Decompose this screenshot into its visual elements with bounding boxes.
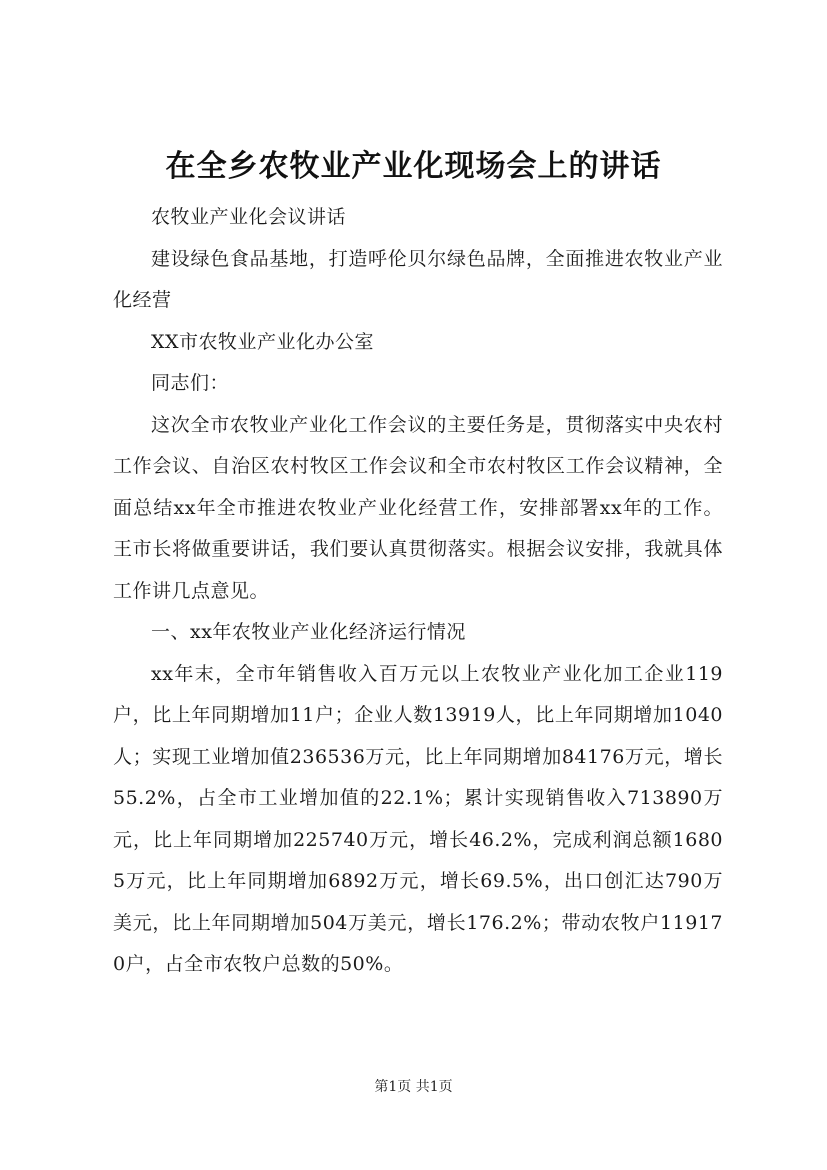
paragraph-headline: 建设绿色食品基地，打造呼伦贝尔绿色品牌，全面推进农牧业产业化经营 — [113, 247, 723, 311]
section-heading: 一、xx年农牧业产业化经济运行情况 — [151, 621, 466, 643]
paragraph-statistics: xx年末，全市年销售收入百万元以上农牧业产业化加工企业119户，比上年同期增加11户；企业人数13919人，比上年同期增加1040人；实现工业增加值236536万元，比上年同期增加84176万元，增长55.2%，占全市工业增加值的22.1%；累计实现销售收入713890万元，比上年同期增加225740万元，增长46.2%，完成利润总额16805万元，比上年同期增加6892万元，增长69.5%，出口创汇达790万美元，比上年同期增加504万美元，增长176.2%；带动农牧户119170户，占全市农牧户总数的50%。 — [113, 662, 723, 975]
paragraph-intro: 这次全市农牧业产业化工作会议的主要任务是，贯彻落实中央农村工作会议、自治区农村牧区工作会议和全市农村牧区工作会议精神，全面总结xx年全市推进农牧业产业化经营工作，安排部署xx年的工作。王市长将做重要讲话，我们要认真贯彻落实。根据会议安排，我就具体工作讲几点意见。 — [113, 413, 723, 602]
document-body — [113, 197, 723, 986]
paragraph-office: XX市农牧业产业化办公室 — [151, 330, 375, 353]
paragraph-salutation: 同志们： — [151, 372, 230, 394]
page-footer: 第1页 共1页 — [374, 1079, 453, 1095]
paragraph-subtitle: 农牧业产业化会议讲话 — [151, 206, 347, 228]
document-title: 在全乡农牧业产业化现场会上的讲话 — [165, 149, 662, 184]
